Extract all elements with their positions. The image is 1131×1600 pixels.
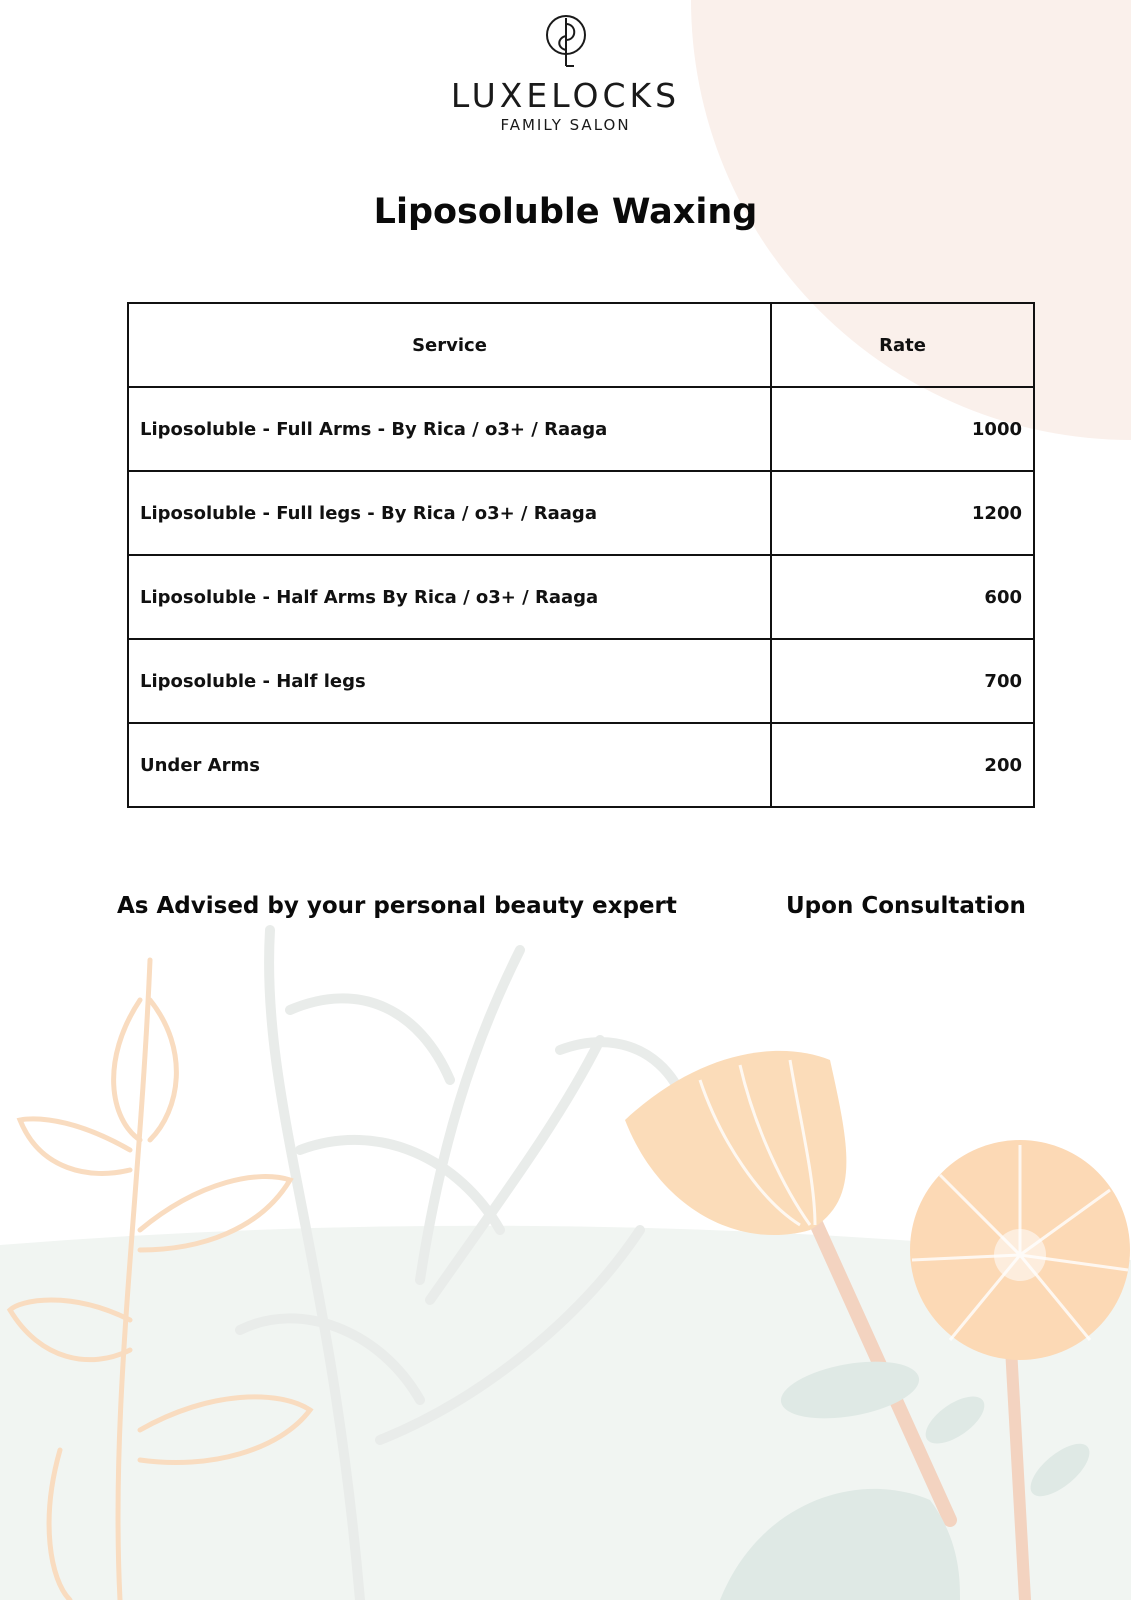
table-row [128, 471, 1034, 555]
rate-cell: 600 [771, 555, 1034, 639]
service-column-header: Service [128, 303, 771, 387]
service-cell: Liposoluble - Full legs - By Rica / o3+ / Raaga [128, 471, 771, 555]
brand-subtitle: FAMILY SALON [500, 116, 631, 134]
table-header-row [128, 303, 1034, 387]
table-row [128, 387, 1034, 471]
consultation-note: Upon Consultation [786, 893, 1026, 919]
table-row [128, 555, 1034, 639]
brand-name: LUXELOCKS [450, 76, 681, 115]
rate-cell: 200 [771, 723, 1034, 807]
service-cell: Liposoluble - Half legs [128, 639, 771, 723]
service-cell: Liposoluble - Half Arms By Rica / o3+ / Raaga [128, 555, 771, 639]
table-row [128, 723, 1034, 807]
monogram-logo-icon [543, 14, 589, 72]
rate-cell: 1000 [771, 387, 1034, 471]
table-row [128, 639, 1034, 723]
advice-note: As Advised by your personal beauty expert [117, 893, 677, 919]
brand-logo [0, 14, 1131, 134]
rate-cell: 1200 [771, 471, 1034, 555]
price-table [127, 302, 1035, 808]
page-title: Liposoluble Waxing [373, 192, 758, 232]
rate-column-header: Rate [771, 303, 1034, 387]
rate-cell: 700 [771, 639, 1034, 723]
service-cell: Liposoluble - Full Arms - By Rica / o3+ / Raaga [128, 387, 771, 471]
service-cell: Under Arms [128, 723, 771, 807]
